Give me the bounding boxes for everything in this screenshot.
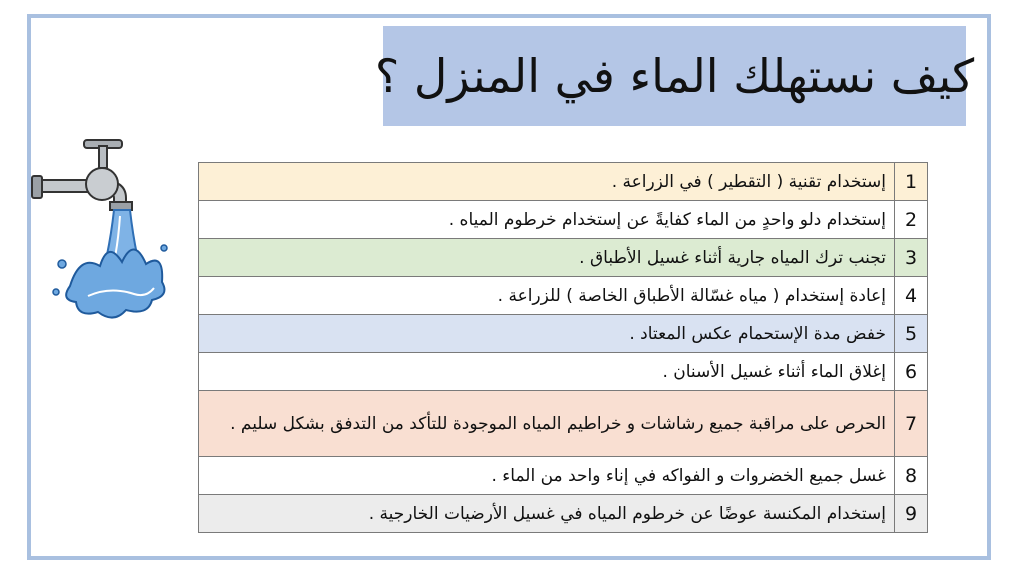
tip-text: إعادة إستخدام ( مياه غسّالة الأطباق الخاصة ) للزراعة . xyxy=(199,277,895,315)
tip-text: إستخدام دلو واحدٍ من الماء كفايةً عن إستخدام خرطوم المياه . xyxy=(199,201,895,239)
table-row xyxy=(199,353,928,391)
page-title: كيف نستهلك الماء في المنزل ؟ xyxy=(374,49,975,103)
tip-text: إغلاق الماء أثناء غسيل الأسنان . xyxy=(199,353,895,391)
tip-text: غسل جميع الخضروات و الفواكه في إناء واحد من الماء . xyxy=(199,457,895,495)
tip-number: 9 xyxy=(895,495,928,533)
title-banner xyxy=(374,26,975,126)
table-row xyxy=(199,315,928,353)
tip-number: 2 xyxy=(895,201,928,239)
table-row xyxy=(199,457,928,495)
tip-number: 4 xyxy=(895,277,928,315)
tip-number: 3 xyxy=(895,239,928,277)
water-faucet-icon xyxy=(30,136,170,326)
table-row xyxy=(199,391,928,457)
tip-number: 8 xyxy=(895,457,928,495)
table-row xyxy=(199,239,928,277)
table-row xyxy=(199,163,928,201)
tip-text: الحرص على مراقبة جميع رشاشات و خراطيم المياه الموجودة للتأكد من التدفق بشكل سليم . xyxy=(199,391,895,457)
table-row xyxy=(199,201,928,239)
tip-number: 5 xyxy=(895,315,928,353)
tip-number: 1 xyxy=(895,163,928,201)
tip-text: خفض مدة الإستحمام عكس المعتاد . xyxy=(199,315,895,353)
water-saving-tips-table xyxy=(198,162,928,533)
tip-number: 7 xyxy=(895,391,928,457)
table-row xyxy=(199,277,928,315)
table-row xyxy=(199,495,928,533)
tip-text: تجنب ترك المياه جارية أثناء غسيل الأطباق . xyxy=(199,239,895,277)
tip-text: إستخدام تقنية ( التقطير ) في الزراعة . xyxy=(199,163,895,201)
tip-text: إستخدام المكنسة عوضًا عن خرطوم المياه في غسيل الأرضيات الخارجية . xyxy=(199,495,895,533)
tip-number: 6 xyxy=(895,353,928,391)
